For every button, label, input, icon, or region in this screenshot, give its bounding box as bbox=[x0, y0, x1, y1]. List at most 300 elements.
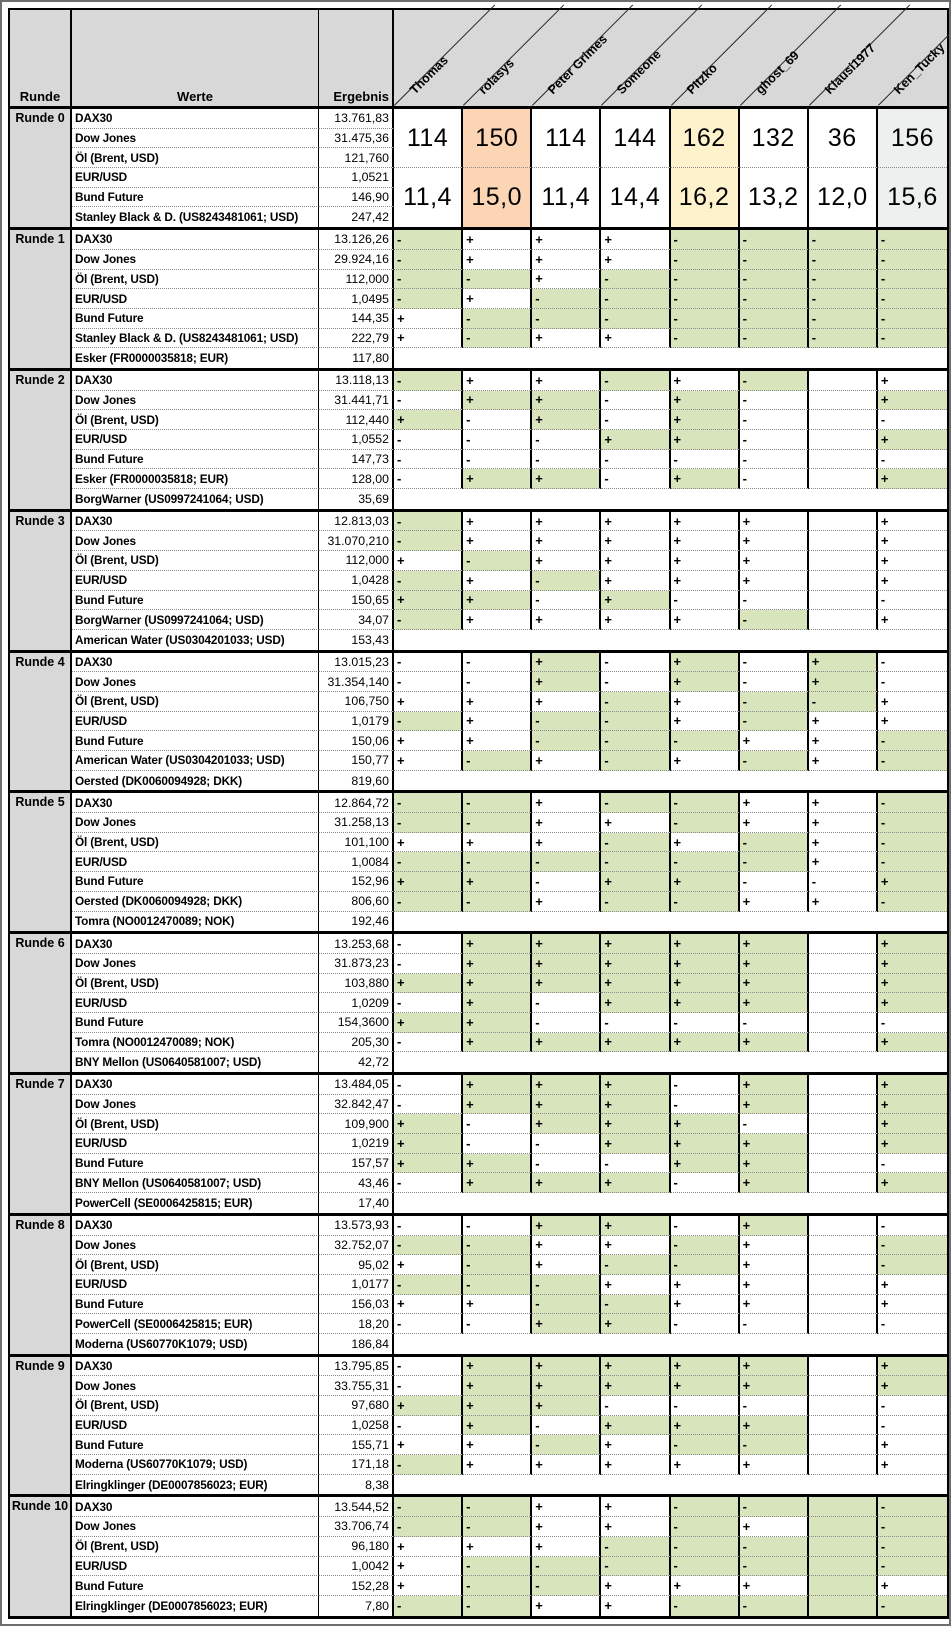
prediction-cell[interactable]: - bbox=[671, 892, 740, 912]
result-cell[interactable]: 205,30 bbox=[319, 1033, 394, 1053]
result-cell[interactable]: 42,72 bbox=[319, 1052, 394, 1072]
prediction-cell[interactable]: - bbox=[394, 1314, 463, 1334]
prediction-cell[interactable]: - bbox=[671, 1557, 740, 1577]
prediction-cell[interactable]: - bbox=[532, 1557, 601, 1577]
prediction-cell[interactable]: + bbox=[601, 430, 670, 450]
prediction-cell[interactable]: - bbox=[532, 1013, 601, 1033]
asset-cell[interactable]: EUR/USD bbox=[72, 168, 319, 188]
prediction-cell[interactable]: + bbox=[532, 410, 601, 430]
result-cell[interactable]: 150,77 bbox=[319, 751, 394, 771]
prediction-cell[interactable] bbox=[809, 1455, 878, 1475]
prediction-cell[interactable] bbox=[809, 1517, 878, 1537]
prediction-cell[interactable]: + bbox=[532, 1596, 601, 1616]
asset-cell[interactable]: Dow Jones bbox=[72, 1095, 319, 1115]
prediction-cell[interactable]: - bbox=[601, 892, 670, 912]
asset-cell[interactable]: EUR/USD bbox=[72, 1416, 319, 1436]
prediction-cell[interactable]: + bbox=[740, 531, 809, 551]
prediction-cell[interactable]: + bbox=[532, 531, 601, 551]
prediction-cell[interactable]: + bbox=[671, 974, 740, 994]
prediction-cell[interactable]: - bbox=[740, 751, 809, 771]
prediction-cell[interactable]: - bbox=[740, 469, 809, 489]
prediction-cell[interactable]: - bbox=[532, 731, 601, 751]
result-cell[interactable]: 13.118,13 bbox=[319, 371, 394, 391]
prediction-cell[interactable]: - bbox=[740, 289, 809, 309]
prediction-cell[interactable]: - bbox=[532, 309, 601, 329]
prediction-cell[interactable]: - bbox=[463, 1255, 532, 1275]
prediction-cell[interactable]: + bbox=[532, 1497, 601, 1517]
prediction-cell[interactable]: + bbox=[394, 751, 463, 771]
prediction-cell[interactable]: + bbox=[532, 813, 601, 833]
prediction-cell[interactable]: + bbox=[394, 1396, 463, 1416]
score-total-cell[interactable]: 132 bbox=[740, 109, 809, 168]
prediction-cell[interactable]: + bbox=[463, 250, 532, 270]
prediction-cell[interactable]: + bbox=[532, 954, 601, 974]
asset-cell[interactable]: Dow Jones bbox=[72, 1376, 319, 1396]
prediction-cell[interactable]: + bbox=[463, 1075, 532, 1095]
score-average-cell[interactable]: 13,2 bbox=[740, 168, 809, 227]
prediction-cell[interactable]: + bbox=[671, 1033, 740, 1053]
prediction-cell[interactable] bbox=[809, 1557, 878, 1577]
prediction-cell[interactable]: + bbox=[671, 391, 740, 411]
prediction-cell[interactable]: + bbox=[740, 974, 809, 994]
prediction-cell[interactable]: + bbox=[532, 793, 601, 813]
prediction-cell[interactable]: + bbox=[809, 892, 878, 912]
prediction-cell[interactable]: + bbox=[671, 1455, 740, 1475]
prediction-cell[interactable]: + bbox=[601, 993, 670, 1013]
result-cell[interactable]: 1,0552 bbox=[319, 430, 394, 450]
prediction-cell[interactable]: + bbox=[740, 1216, 809, 1236]
prediction-cell[interactable]: + bbox=[463, 1416, 532, 1436]
prediction-cell[interactable]: + bbox=[394, 833, 463, 853]
asset-cell[interactable]: DAX30 bbox=[72, 793, 319, 813]
prediction-cell[interactable]: - bbox=[809, 872, 878, 892]
prediction-cell[interactable]: + bbox=[671, 653, 740, 673]
prediction-cell[interactable]: - bbox=[463, 430, 532, 450]
prediction-cell[interactable]: - bbox=[394, 250, 463, 270]
prediction-cell[interactable]: + bbox=[463, 610, 532, 630]
prediction-cell[interactable]: + bbox=[740, 1075, 809, 1095]
column-header-runde[interactable]: Runde bbox=[10, 10, 72, 106]
prediction-cell[interactable]: + bbox=[740, 551, 809, 571]
prediction-cell[interactable]: - bbox=[878, 329, 947, 349]
score-average-cell[interactable]: 11,4 bbox=[532, 168, 601, 227]
prediction-cell[interactable]: + bbox=[878, 1114, 947, 1134]
prediction-cell[interactable]: + bbox=[463, 512, 532, 532]
prediction-cell[interactable]: + bbox=[394, 410, 463, 430]
result-cell[interactable]: 154,3600 bbox=[319, 1013, 394, 1033]
prediction-cell[interactable] bbox=[809, 1435, 878, 1455]
prediction-cell[interactable]: - bbox=[671, 1255, 740, 1275]
round-label-cell[interactable] bbox=[10, 1357, 72, 1495]
prediction-cell[interactable]: - bbox=[394, 672, 463, 692]
asset-cell[interactable]: Bund Future bbox=[72, 1435, 319, 1455]
asset-cell[interactable]: EUR/USD bbox=[72, 852, 319, 872]
prediction-cell[interactable]: + bbox=[740, 1095, 809, 1115]
prediction-cell[interactable]: - bbox=[601, 450, 670, 470]
prediction-cell[interactable]: - bbox=[463, 751, 532, 771]
player-header[interactable] bbox=[878, 10, 947, 106]
prediction-cell[interactable]: - bbox=[532, 993, 601, 1013]
asset-cell[interactable]: Bund Future bbox=[72, 1154, 319, 1174]
result-cell[interactable]: 13.544,52 bbox=[319, 1497, 394, 1517]
prediction-cell[interactable]: + bbox=[463, 391, 532, 411]
prediction-cell[interactable] bbox=[809, 1013, 878, 1033]
prediction-cell[interactable]: + bbox=[671, 571, 740, 591]
prediction-cell[interactable]: + bbox=[463, 1396, 532, 1416]
result-cell[interactable]: 96,180 bbox=[319, 1537, 394, 1557]
result-cell[interactable]: 1,0258 bbox=[319, 1416, 394, 1436]
prediction-cell[interactable]: + bbox=[601, 610, 670, 630]
prediction-cell[interactable]: + bbox=[809, 852, 878, 872]
prediction-cell[interactable]: + bbox=[532, 1236, 601, 1256]
prediction-cell[interactable]: + bbox=[740, 1455, 809, 1475]
prediction-cell[interactable]: + bbox=[740, 1236, 809, 1256]
prediction-cell[interactable]: + bbox=[671, 469, 740, 489]
prediction-cell[interactable]: + bbox=[394, 591, 463, 611]
prediction-cell[interactable]: - bbox=[601, 1255, 670, 1275]
prediction-cell[interactable]: - bbox=[463, 1314, 532, 1334]
prediction-cell[interactable]: + bbox=[394, 1013, 463, 1033]
result-cell[interactable]: 1,0042 bbox=[319, 1557, 394, 1577]
prediction-cell[interactable]: + bbox=[878, 551, 947, 571]
asset-cell[interactable]: Öl (Brent, USD) bbox=[72, 270, 319, 290]
prediction-cell[interactable]: + bbox=[394, 329, 463, 349]
prediction-cell[interactable]: + bbox=[671, 692, 740, 712]
prediction-cell[interactable]: - bbox=[463, 653, 532, 673]
prediction-cell[interactable]: - bbox=[878, 1497, 947, 1517]
prediction-cell[interactable]: - bbox=[601, 1537, 670, 1557]
prediction-cell[interactable]: + bbox=[878, 1075, 947, 1095]
prediction-cell[interactable]: + bbox=[532, 1517, 601, 1537]
prediction-cell[interactable]: - bbox=[671, 1216, 740, 1236]
player-header[interactable] bbox=[394, 10, 463, 106]
score-average-cell[interactable]: 15,6 bbox=[878, 168, 947, 227]
asset-cell[interactable]: Stanley Black & D. (US8243481061; USD) bbox=[72, 329, 319, 349]
prediction-cell[interactable]: + bbox=[394, 309, 463, 329]
prediction-cell[interactable] bbox=[809, 1114, 878, 1134]
asset-cell[interactable]: Bund Future bbox=[72, 309, 319, 329]
prediction-cell[interactable]: - bbox=[394, 1095, 463, 1115]
result-cell[interactable]: 1,0219 bbox=[319, 1134, 394, 1154]
prediction-cell[interactable] bbox=[809, 410, 878, 430]
prediction-cell[interactable]: + bbox=[463, 1376, 532, 1396]
prediction-cell[interactable]: + bbox=[671, 712, 740, 732]
asset-cell[interactable]: DAX30 bbox=[72, 934, 319, 954]
prediction-cell[interactable] bbox=[809, 1236, 878, 1256]
prediction-cell[interactable]: + bbox=[601, 250, 670, 270]
prediction-cell[interactable]: + bbox=[601, 1114, 670, 1134]
prediction-cell[interactable]: - bbox=[463, 892, 532, 912]
prediction-cell[interactable]: + bbox=[532, 610, 601, 630]
prediction-cell[interactable] bbox=[809, 512, 878, 532]
prediction-cell[interactable]: - bbox=[601, 1295, 670, 1315]
prediction-cell[interactable]: - bbox=[394, 391, 463, 411]
prediction-cell[interactable]: - bbox=[740, 610, 809, 630]
prediction-cell[interactable]: + bbox=[601, 1095, 670, 1115]
prediction-cell[interactable]: + bbox=[740, 1033, 809, 1053]
prediction-cell[interactable] bbox=[809, 1275, 878, 1295]
prediction-cell[interactable]: + bbox=[740, 1517, 809, 1537]
prediction-cell[interactable]: + bbox=[463, 1154, 532, 1174]
prediction-cell[interactable]: + bbox=[532, 391, 601, 411]
result-cell[interactable]: 171,18 bbox=[319, 1455, 394, 1475]
asset-cell[interactable]: Dow Jones bbox=[72, 954, 319, 974]
prediction-cell[interactable]: + bbox=[463, 712, 532, 732]
score-total-cell[interactable]: 162 bbox=[671, 109, 740, 168]
prediction-cell[interactable]: + bbox=[601, 230, 670, 250]
prediction-cell[interactable] bbox=[809, 571, 878, 591]
prediction-cell[interactable]: + bbox=[671, 1295, 740, 1315]
asset-cell[interactable]: DAX30 bbox=[72, 1075, 319, 1095]
round-label-cell[interactable] bbox=[10, 109, 72, 227]
prediction-cell[interactable]: - bbox=[463, 551, 532, 571]
result-cell[interactable]: 157,57 bbox=[319, 1154, 394, 1174]
prediction-cell[interactable]: - bbox=[532, 1134, 601, 1154]
prediction-cell[interactable]: - bbox=[740, 833, 809, 853]
result-cell[interactable]: 31.354,140 bbox=[319, 672, 394, 692]
player-header[interactable] bbox=[463, 10, 532, 106]
score-total-cell[interactable]: 156 bbox=[878, 109, 947, 168]
prediction-cell[interactable]: - bbox=[394, 571, 463, 591]
prediction-cell[interactable] bbox=[809, 1396, 878, 1416]
prediction-cell[interactable]: - bbox=[532, 712, 601, 732]
result-cell[interactable]: 192,46 bbox=[319, 912, 394, 932]
prediction-cell[interactable]: - bbox=[463, 1557, 532, 1577]
prediction-cell[interactable]: + bbox=[878, 430, 947, 450]
prediction-cell[interactable]: + bbox=[394, 1154, 463, 1174]
round-label-cell[interactable] bbox=[10, 1075, 72, 1213]
prediction-cell[interactable]: + bbox=[878, 1576, 947, 1596]
prediction-cell[interactable]: + bbox=[601, 813, 670, 833]
prediction-cell[interactable]: + bbox=[809, 672, 878, 692]
prediction-cell[interactable]: + bbox=[532, 250, 601, 270]
result-cell[interactable]: 13.795,85 bbox=[319, 1357, 394, 1377]
asset-cell[interactable]: Öl (Brent, USD) bbox=[72, 1255, 319, 1275]
result-cell[interactable]: 147,73 bbox=[319, 450, 394, 470]
prediction-cell[interactable] bbox=[809, 1154, 878, 1174]
prediction-cell[interactable]: + bbox=[463, 954, 532, 974]
prediction-cell[interactable]: - bbox=[671, 1596, 740, 1616]
prediction-cell[interactable]: + bbox=[601, 531, 670, 551]
prediction-cell[interactable]: - bbox=[878, 1416, 947, 1436]
prediction-cell[interactable] bbox=[809, 1295, 878, 1315]
result-cell[interactable]: 1,0179 bbox=[319, 712, 394, 732]
prediction-cell[interactable]: - bbox=[532, 1295, 601, 1315]
score-average-cell[interactable]: 12,0 bbox=[809, 168, 878, 227]
prediction-cell[interactable]: + bbox=[740, 993, 809, 1013]
result-cell[interactable]: 34,07 bbox=[319, 610, 394, 630]
prediction-cell[interactable]: + bbox=[463, 833, 532, 853]
prediction-cell[interactable]: + bbox=[601, 872, 670, 892]
prediction-cell[interactable]: + bbox=[809, 751, 878, 771]
prediction-cell[interactable]: + bbox=[601, 1596, 670, 1616]
prediction-cell[interactable]: + bbox=[671, 512, 740, 532]
result-cell[interactable]: 101,100 bbox=[319, 833, 394, 853]
prediction-cell[interactable]: - bbox=[394, 450, 463, 470]
prediction-cell[interactable]: - bbox=[878, 591, 947, 611]
prediction-cell[interactable]: + bbox=[463, 1095, 532, 1115]
prediction-cell[interactable]: - bbox=[740, 1013, 809, 1033]
prediction-cell[interactable]: - bbox=[601, 1154, 670, 1174]
prediction-cell[interactable]: - bbox=[394, 1455, 463, 1475]
result-cell[interactable]: 186,84 bbox=[319, 1334, 394, 1354]
asset-cell[interactable]: Öl (Brent, USD) bbox=[72, 410, 319, 430]
prediction-cell[interactable]: - bbox=[740, 430, 809, 450]
prediction-cell[interactable]: + bbox=[532, 551, 601, 571]
prediction-cell[interactable]: + bbox=[671, 833, 740, 853]
prediction-cell[interactable]: + bbox=[601, 954, 670, 974]
result-cell[interactable]: 146,90 bbox=[319, 188, 394, 208]
prediction-cell[interactable]: - bbox=[671, 852, 740, 872]
prediction-cell[interactable]: + bbox=[671, 430, 740, 450]
prediction-cell[interactable]: - bbox=[740, 309, 809, 329]
prediction-cell[interactable]: - bbox=[532, 430, 601, 450]
prediction-cell[interactable]: + bbox=[878, 469, 947, 489]
prediction-cell[interactable]: - bbox=[601, 712, 670, 732]
prediction-cell[interactable]: + bbox=[671, 672, 740, 692]
prediction-cell[interactable]: + bbox=[532, 672, 601, 692]
prediction-cell[interactable]: - bbox=[394, 270, 463, 290]
prediction-cell[interactable]: + bbox=[671, 1134, 740, 1154]
prediction-cell[interactable]: - bbox=[878, 1537, 947, 1557]
prediction-cell[interactable]: + bbox=[394, 692, 463, 712]
prediction-cell[interactable]: - bbox=[394, 934, 463, 954]
prediction-cell[interactable]: - bbox=[878, 1596, 947, 1616]
asset-cell[interactable]: Oersted (DK0060094928; DKK) bbox=[72, 892, 319, 912]
prediction-cell[interactable]: + bbox=[671, 993, 740, 1013]
prediction-cell[interactable]: + bbox=[601, 1357, 670, 1377]
prediction-cell[interactable]: + bbox=[463, 934, 532, 954]
round-label-cell[interactable] bbox=[10, 793, 72, 931]
prediction-cell[interactable]: - bbox=[394, 1075, 463, 1095]
prediction-cell[interactable]: + bbox=[671, 934, 740, 954]
round-label-cell[interactable] bbox=[10, 1497, 72, 1615]
prediction-cell[interactable]: - bbox=[740, 410, 809, 430]
prediction-cell[interactable]: - bbox=[532, 1435, 601, 1455]
prediction-cell[interactable]: - bbox=[740, 270, 809, 290]
result-cell[interactable]: 31.441,71 bbox=[319, 391, 394, 411]
prediction-cell[interactable]: - bbox=[601, 1557, 670, 1577]
prediction-cell[interactable]: - bbox=[671, 309, 740, 329]
prediction-cell[interactable]: + bbox=[740, 1376, 809, 1396]
prediction-cell[interactable]: - bbox=[394, 712, 463, 732]
prediction-cell[interactable]: + bbox=[463, 531, 532, 551]
prediction-cell[interactable]: - bbox=[601, 270, 670, 290]
prediction-cell[interactable]: - bbox=[394, 610, 463, 630]
prediction-cell[interactable]: - bbox=[601, 371, 670, 391]
prediction-cell[interactable]: + bbox=[878, 692, 947, 712]
prediction-cell[interactable]: - bbox=[601, 289, 670, 309]
prediction-cell[interactable]: - bbox=[878, 1154, 947, 1174]
prediction-cell[interactable]: + bbox=[394, 872, 463, 892]
asset-cell[interactable]: Öl (Brent, USD) bbox=[72, 148, 319, 168]
prediction-cell[interactable]: + bbox=[878, 531, 947, 551]
prediction-cell[interactable]: - bbox=[532, 1154, 601, 1174]
asset-cell[interactable]: Moderna (US60770K1079; USD) bbox=[72, 1334, 319, 1354]
asset-cell[interactable]: Bund Future bbox=[72, 872, 319, 892]
prediction-cell[interactable]: + bbox=[532, 371, 601, 391]
prediction-cell[interactable]: - bbox=[878, 731, 947, 751]
prediction-cell[interactable]: + bbox=[601, 1173, 670, 1193]
prediction-cell[interactable]: - bbox=[740, 712, 809, 732]
prediction-cell[interactable]: - bbox=[394, 954, 463, 974]
prediction-cell[interactable]: + bbox=[532, 1537, 601, 1557]
prediction-cell[interactable]: + bbox=[740, 571, 809, 591]
result-cell[interactable]: 806,60 bbox=[319, 892, 394, 912]
result-cell[interactable]: 29.924,16 bbox=[319, 250, 394, 270]
score-average-cell[interactable]: 16,2 bbox=[671, 168, 740, 227]
prediction-cell[interactable]: + bbox=[671, 751, 740, 771]
prediction-cell[interactable]: + bbox=[740, 1173, 809, 1193]
asset-cell[interactable]: EUR/USD bbox=[72, 430, 319, 450]
result-cell[interactable]: 8,38 bbox=[319, 1475, 394, 1495]
prediction-cell[interactable]: + bbox=[532, 1033, 601, 1053]
prediction-cell[interactable] bbox=[809, 1537, 878, 1557]
prediction-cell[interactable]: - bbox=[809, 270, 878, 290]
prediction-cell[interactable]: - bbox=[671, 250, 740, 270]
result-cell[interactable]: 1,0177 bbox=[319, 1275, 394, 1295]
prediction-cell[interactable]: - bbox=[394, 1596, 463, 1616]
prediction-cell[interactable]: + bbox=[878, 1033, 947, 1053]
prediction-cell[interactable]: - bbox=[809, 329, 878, 349]
prediction-cell[interactable]: + bbox=[878, 1376, 947, 1396]
prediction-cell[interactable]: - bbox=[394, 230, 463, 250]
prediction-cell[interactable]: - bbox=[671, 450, 740, 470]
prediction-cell[interactable] bbox=[809, 934, 878, 954]
prediction-cell[interactable]: - bbox=[601, 692, 670, 712]
asset-cell[interactable]: Bund Future bbox=[72, 450, 319, 470]
asset-cell[interactable]: DAX30 bbox=[72, 1357, 319, 1377]
prediction-cell[interactable]: - bbox=[878, 1314, 947, 1334]
prediction-cell[interactable]: + bbox=[394, 1255, 463, 1275]
asset-cell[interactable]: DAX30 bbox=[72, 371, 319, 391]
prediction-cell[interactable]: + bbox=[463, 1013, 532, 1033]
prediction-cell[interactable]: + bbox=[671, 371, 740, 391]
asset-cell[interactable]: Dow Jones bbox=[72, 1236, 319, 1256]
round-label-cell[interactable] bbox=[10, 512, 72, 650]
prediction-cell[interactable]: - bbox=[394, 1033, 463, 1053]
prediction-cell[interactable]: + bbox=[878, 371, 947, 391]
prediction-cell[interactable]: - bbox=[601, 410, 670, 430]
prediction-cell[interactable]: + bbox=[601, 1376, 670, 1396]
prediction-cell[interactable]: - bbox=[532, 852, 601, 872]
prediction-cell[interactable]: - bbox=[671, 1396, 740, 1416]
prediction-cell[interactable]: + bbox=[394, 974, 463, 994]
prediction-cell[interactable]: + bbox=[532, 1216, 601, 1236]
prediction-cell[interactable]: + bbox=[809, 653, 878, 673]
prediction-cell[interactable]: + bbox=[740, 934, 809, 954]
prediction-cell[interactable]: - bbox=[394, 1173, 463, 1193]
prediction-cell[interactable]: + bbox=[878, 391, 947, 411]
prediction-cell[interactable]: - bbox=[532, 591, 601, 611]
prediction-cell[interactable]: + bbox=[532, 1396, 601, 1416]
prediction-cell[interactable]: + bbox=[463, 1455, 532, 1475]
prediction-cell[interactable]: + bbox=[463, 872, 532, 892]
prediction-cell[interactable]: - bbox=[809, 289, 878, 309]
prediction-cell[interactable]: + bbox=[878, 1357, 947, 1377]
prediction-cell[interactable]: - bbox=[463, 270, 532, 290]
prediction-cell[interactable]: + bbox=[809, 712, 878, 732]
prediction-cell[interactable]: + bbox=[601, 591, 670, 611]
asset-cell[interactable]: EUR/USD bbox=[72, 571, 319, 591]
asset-cell[interactable]: Esker (FR0000035818; EUR) bbox=[72, 348, 319, 368]
prediction-cell[interactable]: + bbox=[532, 329, 601, 349]
asset-cell[interactable]: Öl (Brent, USD) bbox=[72, 551, 319, 571]
prediction-cell[interactable] bbox=[809, 391, 878, 411]
prediction-cell[interactable] bbox=[809, 591, 878, 611]
prediction-cell[interactable]: + bbox=[671, 1154, 740, 1174]
prediction-cell[interactable]: + bbox=[463, 1435, 532, 1455]
